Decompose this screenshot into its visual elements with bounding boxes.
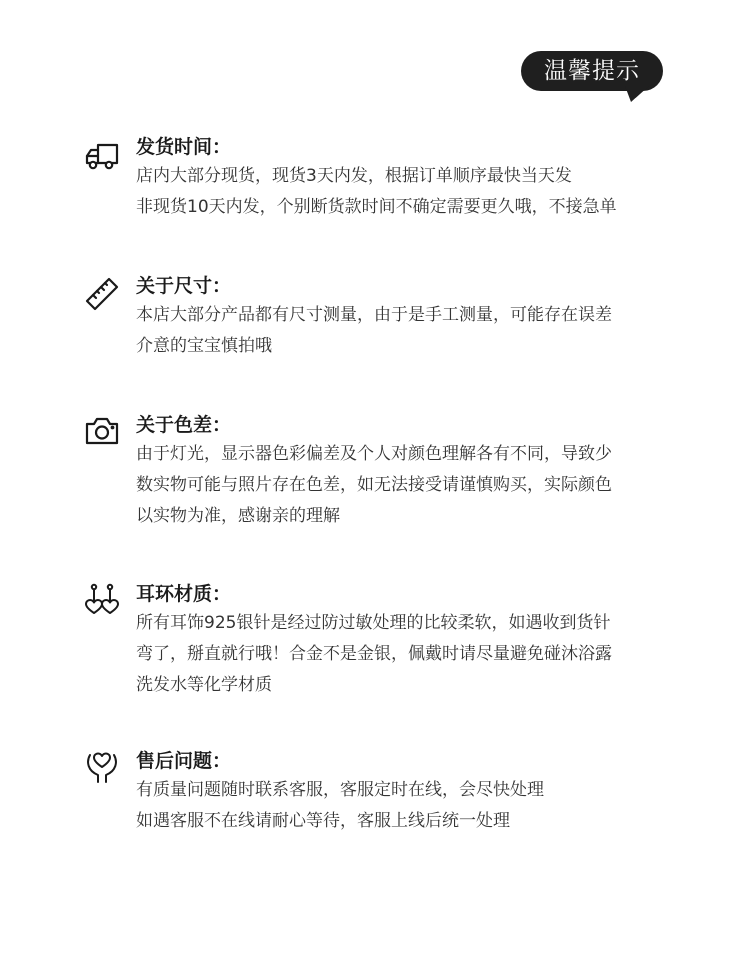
heart-earrings-icon (84, 582, 120, 618)
section-title: 关于色差： (136, 414, 232, 436)
tips-badge: 温馨提示 (521, 51, 663, 91)
section-line: 弯了，掰直就行哦！合金不是金银，佩戴时请尽量避免碰沐浴露 (136, 644, 612, 664)
section-line: 本店大部分产品都有尺寸测量，由于是手工测量，可能存在误差 (136, 305, 612, 325)
section-line: 非现货10天内发，个别断货款时间不确定需要更久哦，不接急单 (136, 197, 617, 217)
section-line: 洗发水等化学材质 (136, 675, 272, 695)
section-body (136, 608, 676, 701)
section-line: 以实物为准，感谢亲的理解 (136, 506, 340, 526)
section-line: 由于灯光，显示器色彩偏差及个人对颜色理解各有不同，导致少 (136, 444, 612, 464)
truck-icon (84, 137, 120, 173)
ruler-icon (84, 276, 120, 312)
section-body (136, 775, 676, 837)
section-body (136, 300, 676, 362)
section-line: 介意的宝宝慎拍哦 (136, 336, 272, 356)
section-line: 有质量问题随时联系客服，客服定时在线，会尽快处理 (136, 780, 544, 800)
section-line: 数实物可能与照片存在色差，如无法接受请谨慎购买，实际颜色 (136, 475, 612, 495)
heart-hands-icon (84, 749, 120, 785)
section-title: 发货时间： (136, 136, 232, 158)
section-line: 如遇客服不在线请耐心等待，客服上线后统一处理 (136, 811, 510, 831)
badge-tail (625, 86, 649, 102)
section-title: 耳环材质： (136, 583, 232, 605)
section-body (136, 439, 676, 532)
section-line: 所有耳饰925银针是经过防过敏处理的比较柔软，如遇收到货针 (136, 613, 611, 633)
section-line: 店内大部分现货，现货3天内发，根据订单顺序最快当天发 (136, 166, 572, 186)
section-title: 售后问题： (136, 750, 232, 772)
section-title: 关于尺寸： (136, 275, 232, 297)
camera-icon (84, 413, 120, 449)
section-body (136, 161, 676, 223)
